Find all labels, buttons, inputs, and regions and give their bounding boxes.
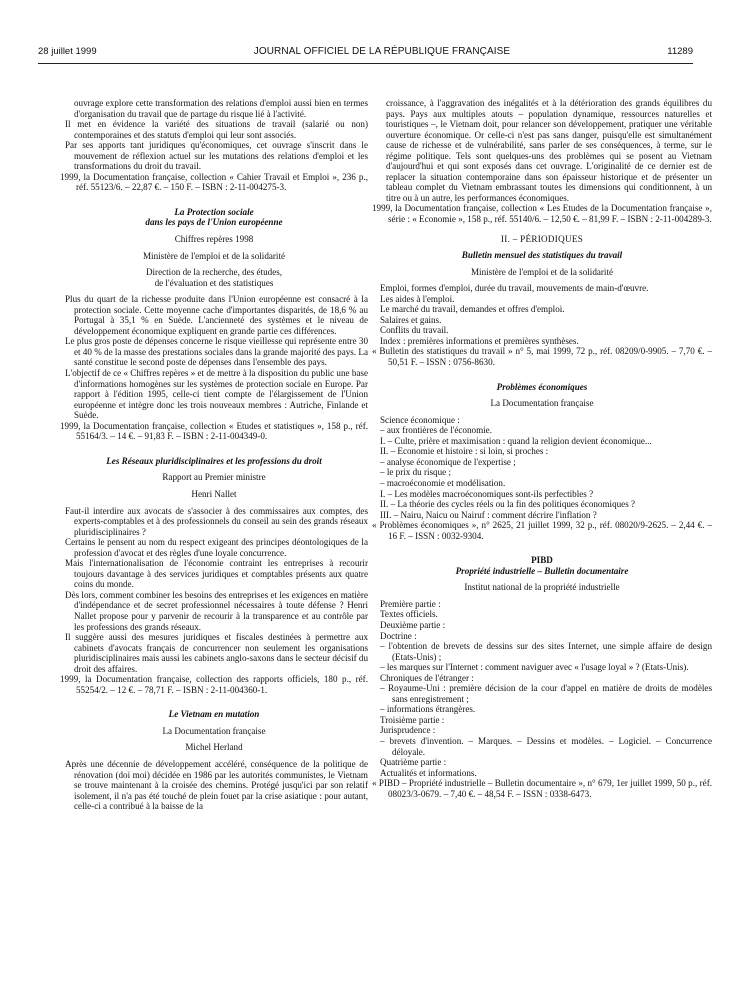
contents-line: – analyse économique de l'expertise ; [380, 456, 516, 467]
contents-line: I. – Les modèles macroéconomiques sont-ils perfectibles ? [380, 488, 594, 499]
contents-line: Jurisprudence : [380, 725, 436, 736]
section-title: Les Réseaux pluridisciplinaires et les professions du droit [106, 455, 322, 466]
author-line: Henri Nallet [191, 488, 237, 499]
section-title: dans les pays de l'Union européenne [145, 217, 283, 228]
header-date: 28 juillet 1999 [38, 46, 97, 57]
header-rule [38, 63, 693, 64]
contents-line: III. – Nairu, Naicu ou Nairuf : comment décrire l'inflation ? [380, 509, 597, 520]
direction-line: Direction de la recherche, des études, [145, 267, 283, 278]
intro-paragraph: ouvrage explore cette transformation des relations d'emploi aussi bien en termes d'organisation du travail que de partage du risque lié à l'activité. [74, 98, 368, 119]
contents-line: Le marché du travail, demandes et offres d'emploi. [380, 304, 565, 315]
ministry-line: Ministère de l'emploi et de la solidarité [142, 250, 286, 261]
reference-line: 1999, la Documentation française, collection « Les Etudes de la Documentation française », série : « Economie », 158 p., réf. 55140/6. – 12,50 €. – 81,99 F. – ISBN : 2-11-004289-3. [372, 203, 712, 225]
page-number: 11289 [667, 46, 693, 57]
body-paragraph: Après une décennie de développement accéléré, conséquence de la politique de rénovation (doi moi) décidée en 1986 par les autorités communistes, le Vietnam se trouve maintenant à la croisée des chemins. Protégé jusqu'ici par son relatif isolement, il n'a pas été touché de plein fouet par la crise asiatique : pour autant, celle-ci a contribué à la baisse de la [65, 758, 368, 812]
contents-line: Science économique : [380, 414, 460, 425]
direction-line: de l'évaluation et des statistiques [154, 277, 274, 288]
contents-line: – brevets d'invention. – Marques. – Dessins et modèles. – Logiciel. – Concurrence déloyale. [380, 735, 712, 757]
contents-line: II. – Economie et histoire : si loin, si proches : [380, 446, 549, 457]
contents-line: Index : premières informations et premières synthèses. [380, 335, 579, 346]
institute-line: Institut national de la propriété industrielle [464, 582, 620, 593]
contents-line: Les aides à l'emploi. [380, 293, 455, 304]
contents-line: Chroniques de l'étranger : [380, 672, 474, 683]
contents-line: I. – Culte, prière et maximisation : quand la religion devient économique... [380, 435, 652, 446]
body-paragraph: L'objectif de ce « Chiffres repères » et de mettre à la disposition du public une base d'informations homogènes sur les systèmes de protection sociale en Europe. Par rapport à l'édition 1995, celle-ci tient compte de l'élargissement de l'Union européenne et intègre donc les trois nouveaux membres : Autriche, Finlande et Suède. [65, 368, 368, 421]
contents-line: Quatrième partie : [380, 757, 447, 768]
journal-title: JOURNAL OFFICIEL DE LA RÉPUBLIQUE FRANÇAISE [253, 46, 511, 57]
intro-paragraph: Il met en évidence la variété des situations de travail (salarié ou non) contemporaines et des statuts d'emploi qui leur sont associés. [65, 119, 368, 140]
section-title: Le Vietnam en mutation [168, 709, 260, 720]
contents-line: – aux frontières de l'économie. [380, 425, 492, 436]
contents-line: – macroéconomie et modélisation. [380, 477, 506, 488]
contents-line: – le prix du risque ; [380, 467, 451, 478]
body-paragraph: Plus du quart de la richesse produite dans l'Union européenne est consacré à la protection sociale. Cette moyenne cache d'importantes disparités, de 18,6 % au Portugal à 35,1 % en Suède. L'ancienneté des systèmes et le niveau de développement économique expliquent en grande partie ces différences. [65, 294, 368, 336]
contents-line: Salaires et gains. [380, 314, 442, 325]
section-subtitle: Rapport au Premier ministre [162, 472, 266, 483]
body-paragraph: Dès lors, comment combiner les besoins des entreprises et les exigences en matière d'indépendance et de secret professionnel nécessaires à toute défense ? Henri Nallet propose pour y parvenir de recourir à la transparence et au contrôle par les professions des grands réseaux. [65, 589, 368, 632]
contents-line: II. – La théorie des cycles réels ou la fin des politiques économiques ? [380, 499, 636, 510]
publisher-line: La Documentation française [162, 725, 266, 736]
periodical-acronym: PIBD [531, 555, 553, 566]
body-paragraph: Certains le pensent au nom du respect exigeant des principes déontologiques de la profession d'avocat et des règles d'une loyale concurrence. [65, 537, 368, 558]
section-heading: II. – PÉRIODIQUES [500, 233, 584, 244]
contents-line: Textes officiels. [380, 609, 438, 620]
contents-line: Conflits du travail. [380, 325, 449, 336]
periodical-title: Propriété industrielle – Bulletin documentaire [455, 565, 629, 576]
periodical-title: Problèmes économiques [496, 381, 588, 392]
section-subtitle: Chiffres repères 1998 [174, 234, 254, 245]
reference-line: « Bulletin des statistiques du travail » n° 5, mai 1999, 72 p., réf. 08209/0-9905. – 7,70 €. – 50,51 F. – ISSN : 0756-8630. [372, 346, 712, 368]
body-paragraph: Il suggère aussi des mesures juridiques et fiscales destinées à permettre aux cabinets d'avocats français de concurrencer non seulement les organisations pluridisciplinaires mais aussi les cabinets anglo-saxons dans le secteur décisif du droit des affaires. [65, 632, 368, 674]
ministry-line: Ministère de l'emploi et de la solidarité [470, 266, 614, 277]
contents-line: Emploi, formes d'emploi, durée du travail, mouvements de main-d'œuvre. [380, 283, 649, 294]
author-line: Michel Herland [185, 742, 243, 753]
contents-line: – l'obtention de brevets de dessins sur des sites Internet, une simple affaire de design (Etats-Unis) ; [380, 641, 712, 662]
contents-line: – Royaume-Uni : première décision de la cour d'appel en matière de droits de modèles sans enregistrement ; [380, 683, 712, 704]
publisher-line: La Documentation française [490, 398, 594, 409]
reference-line: 1999, la Documentation française, collection « Cahier Travail et Emploi », 236 p., réf. 55123/6. – 22,87 €. – 150 F. – ISBN : 2-11-004275-3. [60, 171, 368, 193]
section-title: La Protection sociale [174, 206, 254, 217]
periodical-title: Bulletin mensuel des statistiques du travail [461, 250, 623, 261]
body-paragraph: Mais l'internationalisation de l'économie contraint les entreprises à recourir toujours davantage à des services juridiques et comptables présents aux quatre coins du monde. [65, 558, 368, 590]
contents-line: Troisième partie : [380, 714, 445, 725]
body-paragraph: Le plus gros poste de dépenses concerne le risque vieillesse qui représente entre 30 et 40 % de la masse des prestations sociales dans la grande majorité des pays. La santé constitue le second poste de dépenses dans l'ensemble des pays. [65, 336, 368, 368]
contents-line: Première partie : [380, 598, 441, 609]
reference-line: « Problèmes économiques », n° 2625, 21 juillet 1999, 32 p., réf. 08020/9-2625. – 2,44 €. – 16 F. – ISSN : 0032-9304. [372, 520, 712, 541]
contents-line: Deuxième partie : [380, 619, 446, 630]
left-column [60, 98, 368, 812]
page-header [38, 46, 693, 60]
contents-line: Actualités et informations. [380, 767, 477, 778]
right-column [372, 98, 712, 799]
contents-line: Doctrine : [380, 630, 417, 641]
intro-paragraph: Par ses apports tant juridiques qu'économiques, cet ouvrage s'inscrit dans le mouvement de réflexion actuel sur les mutations des relations d'emploi et les transformations du droit du travail. [65, 140, 368, 172]
body-paragraph: Faut-il interdire aux avocats de s'associer à des commissaires aux comptes, des experts-comptables et à des professionnels du conseil au sein des grands réseaux pluridisciplinaires ? [65, 505, 368, 537]
reference-line: « PIBD – Propriété industrielle – Bulletin documentaire », n° 679, 1er juillet 1999, 50 p., réf. 08023/3-0679. – 7,40 €. – 48,54 F. – ISSN : 0338-6473. [372, 778, 712, 799]
contents-line: – les marques sur l'Internet : comment naviguer avec « l'usage loyal » ? (Etats-Unis). [380, 662, 689, 673]
body-paragraph: croissance, à l'aggravation des inégalités et à la détérioration des grands équilibres du pays. Pays aux multiples atouts – population dynamique, ressources naturelles et touristiques –, le Vietnam doit, pour relancer son développement, pratiquer une véritable ouverture économique. Or celle-ci n'est pas sans danger, puisqu'elle est simultanément cause de richesse et de vulnérabilité, sans parler de ses conséquences, à terme, sur le régime politique. Tels sont quelques-uns des problèmes qui se posent au Vietnam d'aujourd'hui et qui sont exposés dans cet ouvrage. L'originalité de ce dernier est de replacer la situation contemporaine dans son épaisseur historique et de présenter un tableau complet du Vietnam embrassant toutes les dimensions qui conditionnent, à un titre ou à un autre, les performances économiques. [386, 98, 712, 203]
contents-line: – informations étrangères. [380, 704, 476, 715]
reference-line: 1999, la Documentation française, collection des rapports officiels, 180 p., réf. 55254/2. – 12 €. – 78,71 F. – ISBN : 2-11-004360-1. [60, 674, 368, 695]
reference-line: 1999, la Documentation française, collection « Etudes et statistiques », 158 p., réf. 55164/3. – 14 €. – 91,83 F. – ISBN : 2-11-004349-0. [60, 420, 368, 442]
